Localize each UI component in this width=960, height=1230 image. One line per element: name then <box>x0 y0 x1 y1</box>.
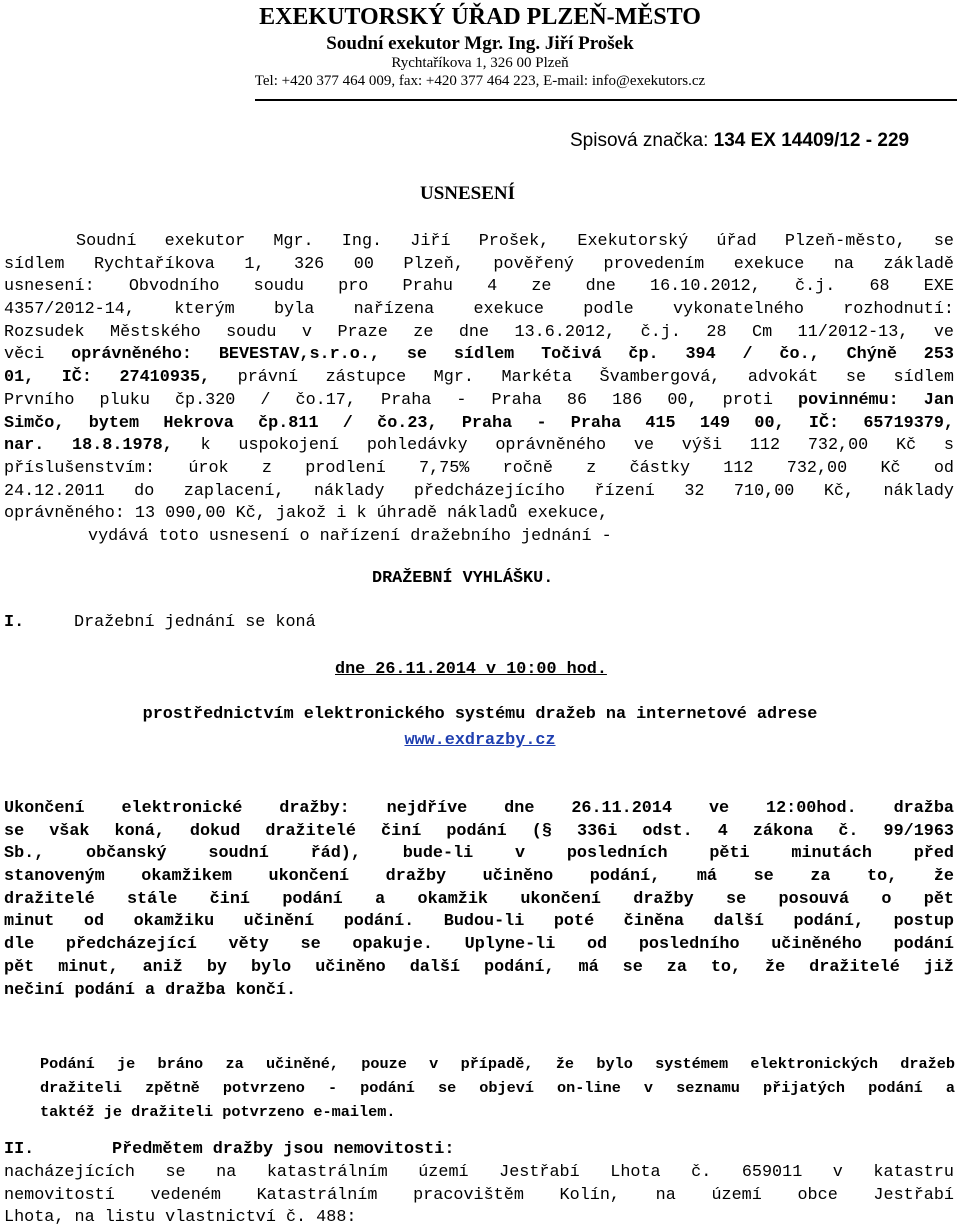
office-title: EXEKUTORSKÝ ÚŘAD PLZEŇ-MĚSTO <box>259 4 701 30</box>
text-line: stanoveným okamžikem ukončení dražby učiněno podání, má se za to, že <box>4 867 954 887</box>
text-line: Soudní exekutor Mgr. Ing. Jiří Prošek, Exekutorský úřad Plzeň-město, se <box>76 232 954 251</box>
text-line: Rozsudek Městského soudu v Praze ze dne 13.6.2012, č.j. 28 Cm 11/2012-13, ve <box>4 322 954 342</box>
auction-url-link[interactable]: www.exdrazby.cz <box>404 731 556 750</box>
file-reference-label: Spisová značka: <box>570 130 714 151</box>
property-paragraph <box>4 1162 954 1230</box>
file-reference-value: 134 EX 14409/12 - 229 <box>713 130 910 151</box>
text-line <box>4 344 954 367</box>
creditor-id: 01, IČ: 27410935, <box>4 368 211 388</box>
creditor-text: oprávněného: BEVESTAV,s.r.o., se sídlem Točivá čp. 394 / čo., Chýně 253 <box>71 345 954 365</box>
text-line: Lhota, na listu vlastnictví č. 488: <box>4 1208 357 1228</box>
section-heading: Dražební jednání se koná <box>74 613 316 632</box>
text-line: 24.12.2011 do zaplacení, náklady předcházejícího řízení 32 710,00 Kč, náklady <box>4 481 954 501</box>
debtor-label: povinnému: Jan <box>798 390 954 410</box>
text-line: oprávněného: 13 090,00 Kč, jakož i k úhradě nákladů exekuce, <box>4 504 609 524</box>
bid-confirmation-note <box>40 1052 955 1124</box>
intro-paragraph <box>4 231 954 549</box>
text-segment: Prvního pluku čp.320 / čo.17, Praha - Praha 86 186 00, proti <box>4 390 799 410</box>
text-line: usnesení: Obvodního soudu pro Prahu 4 ze dne 16.10.2012, č.j. 68 EXE <box>4 277 954 297</box>
office-address: Rychtaříkova 1, 326 00 Plzeň <box>391 55 569 71</box>
text-segment: k uspokojení pohledávky oprávněného ve výši 112 732,00 Kč s <box>172 436 954 456</box>
text-segment: věci <box>4 345 72 365</box>
text-line: příslušenstvím: úrok z prodlení 7,75% ročně z částky 112 732,00 Kč od <box>4 458 954 478</box>
text-line: sídlem Rychtaříkova 1, 326 00 Plzeň, pověřený provedením exekuce na základě <box>4 254 954 274</box>
announcement-title: DRAŽEBNÍ VYHLÁŠKU. <box>372 569 554 588</box>
section-number: II. <box>4 1140 35 1159</box>
text-line: Sb., občanský soudní řád), bude-li v posledních pěti minutách před <box>4 844 954 864</box>
text-line <box>4 390 954 413</box>
text-line: Podání je bráno za učiněné, pouze v případě, že bylo systémem elektronických dražeb <box>40 1055 955 1073</box>
text-line: taktéž je dražiteli potvrzeno e-mailem. <box>40 1103 396 1121</box>
text-line: nacházejících se na katastrálním území Jestřabí Lhota č. 659011 v katastru <box>4 1163 954 1182</box>
text-line: vydává toto usnesení o nařízení dražebního jednání - <box>88 526 612 546</box>
text-line: nečiní podání a dražba končí. <box>4 980 297 1000</box>
debtor-text: Simčo, bytem Hekrova čp.811 / čo.23, Praha - Praha 415 149 00, IČ: 65719379, <box>4 413 954 433</box>
text-line: dražiteli zpětně potvrzeno - podání se objeví on-line v seznamu přijatých podání a <box>40 1079 955 1097</box>
section-2-heading <box>4 1140 454 1159</box>
text-line: Ukončení elektronické dražby: nejdříve dne 26.11.2014 ve 12:00hod. dražba <box>4 799 954 818</box>
text-line: dražitelé stále činí podání a okamžik ukončení dražby se posouvá o pět <box>4 889 954 909</box>
section-number: I. <box>4 613 25 632</box>
text-line: 4357/2012-14, kterým byla nařízena exekuce podle vykonatelného rozhodnutí: <box>4 300 954 320</box>
text-line: dle předcházející věty se opakuje. Uplyne-li od posledního učiněného podání <box>4 935 954 955</box>
text-line <box>4 367 954 390</box>
text-line: se však koná, dokud dražitelé činí podání (§ 336i odst. 4 zákona č. 99/1963 <box>4 821 954 841</box>
office-contact: Tel: +420 377 464 009, fax: +420 377 464 223, E-mail: info@exekutors.cz <box>254 73 706 89</box>
header-divider <box>255 99 957 101</box>
bailiff-name: Soudní exekutor Mgr. Ing. Jiří Prošek <box>326 33 634 54</box>
text-segment: právní zástupce Mgr. Markéta Švambergová, advokát se sídlem <box>210 368 954 388</box>
section-1-heading <box>4 613 316 632</box>
section-heading: Předmětem dražby jsou nemovitosti: <box>112 1140 455 1159</box>
text-line: nemovitostí vedeném Katastrálním pracovištěm Kolín, na území obce Jestřabí <box>4 1185 954 1205</box>
document-type: USNESENÍ <box>420 183 516 204</box>
text-line <box>4 435 954 458</box>
debtor-birth: nar. 18.8.1978, <box>4 436 173 456</box>
auction-date: dne 26.11.2014 v 10:00 hod. <box>335 660 607 679</box>
auction-system-text: prostřednictvím elektronického systému dražeb na internetové adrese <box>142 705 818 724</box>
file-reference <box>570 130 909 152</box>
auction-end-paragraph <box>4 798 954 1002</box>
text-line: pět minut, aniž by bylo učiněno další podání, má se za to, že dražitelé již <box>4 957 954 977</box>
text-line: minut od okamžiku učinění podání. Budou-li poté činěna další podání, postup <box>4 912 954 932</box>
